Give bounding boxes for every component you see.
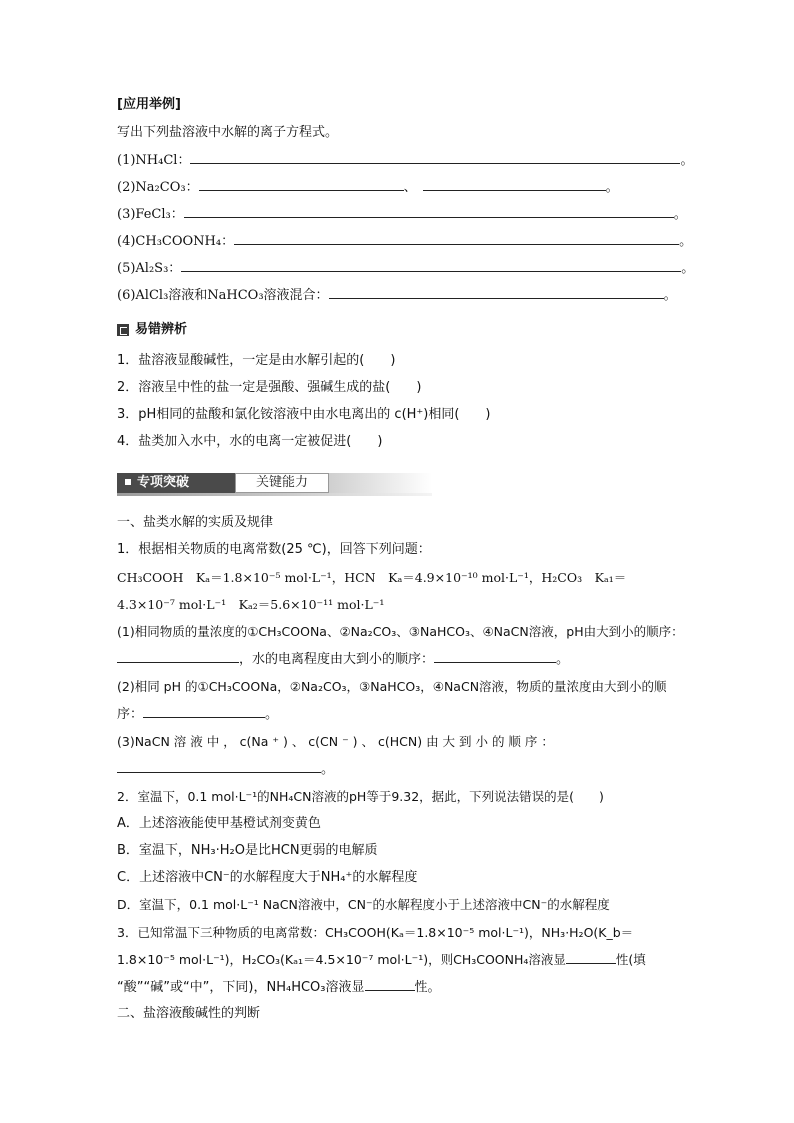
answer-blank[interactable] xyxy=(423,178,606,191)
q3-line3: “酸”“碱”或“中”，下同)，NH₄HCO₃溶液显 性。 xyxy=(117,980,441,995)
q1-part1-line1: (1)相同物质的量浓度的①CH₃COONa、②Na₂CO₃、③NaHCO₃、④NaCN溶液，pH由大到小的顺序： xyxy=(117,624,684,639)
answer-blank[interactable] xyxy=(365,978,415,991)
q1-part3-line1: (3)NaCN 溶 液 中 ， c(Na ⁺ ) 、 c(CN ⁻ ) 、 c(HCN) 由 大 到 小 的 顺 序 ： xyxy=(117,734,554,749)
section2-title: 二、盐溶液酸碱性的判断 xyxy=(117,1006,261,1021)
section1-title: 一、盐类水解的实质及规律 xyxy=(117,515,274,530)
apply-item-4: (4)CH₃COONH₄： 。 xyxy=(117,234,693,249)
answer-blank[interactable] xyxy=(566,951,616,964)
apply-item-5: (5)Al₂S₃： 。 xyxy=(117,261,695,276)
mistakes-icon xyxy=(117,324,129,336)
banner-light-label: 关键能力 xyxy=(235,473,329,493)
mistake-item-3: 3．pH相同的盐酸和氯化铵溶液中由水电离出的 c(H⁺)相同( ) xyxy=(117,407,491,422)
q3-line1: 3．已知常温下三种物质的电离常数：CH₃COOH(Kₐ＝1.8×10⁻⁵ mol·L⁻¹)，NH₃·H₂O(K_b＝ xyxy=(117,925,634,940)
apply-item-1: (1)NH₄Cl： 。 xyxy=(117,153,694,168)
apply-item-6: (6)AlCl₃溶液和NaHCO₃溶液混合： 。 xyxy=(117,288,677,303)
q1-stem: 1．根据相关物质的电离常数(25 ℃)，回答下列问题： xyxy=(117,542,431,557)
q1-part3-line2: 。 xyxy=(117,760,334,779)
q2-stem: 2．室温下，0.1 mol·L⁻¹的NH₄CN溶液的pH等于9.32，据此，下列说法错误的是( ) xyxy=(117,789,604,804)
q1-part2-line1: (2)相同 pH 的①CH₃COONa，②Na₂CO₃，③NaHCO₃，④NaCN溶液，物质的量浓度由大到小的顺 xyxy=(117,679,667,694)
answer-blank[interactable] xyxy=(329,286,664,299)
q2-option-d: D．室温下，0.1 mol·L⁻¹ NaCN溶液中，CN⁻的水解程度小于上述溶液中CN⁻的水解程度 xyxy=(117,897,610,912)
answer-blank[interactable] xyxy=(181,259,681,272)
q1-part1-line2: ，水的电离程度由大到小的顺序： 。 xyxy=(117,650,569,669)
apply-item-3: (3)FeCl₃： 。 xyxy=(117,207,687,222)
q3-line2: 1.8×10⁻⁵ mol·L⁻¹)，H₂CO₃(Kₐ₁＝4.5×10⁻⁷ mol·L⁻¹)，则CH₃COONH₄溶液显 性(填 xyxy=(117,952,646,967)
q1-constants-line1: CH₃COOH Kₐ＝1.8×10⁻⁵ mol·L⁻¹，HCN Kₐ＝4.9×10⁻¹⁰ mol·L⁻¹，H₂CO₃ Kₐ₁＝ xyxy=(117,570,627,585)
square-bullet-icon xyxy=(125,479,131,485)
mistake-item-1: 1．盐溶液显酸碱性，一定是由水解引起的( ) xyxy=(117,353,396,368)
q2-option-b: B．室温下，NH₃·H₂O是比HCN更弱的电解质 xyxy=(117,843,378,858)
answer-blank[interactable] xyxy=(184,205,674,218)
q2-option-c: C．上述溶液中CN⁻的水解程度大于NH₄⁺的水解程度 xyxy=(117,870,418,885)
answer-blank[interactable] xyxy=(434,650,556,663)
answer-blank[interactable] xyxy=(234,232,679,245)
mistake-item-2: 2．溶液呈中性的盐一定是强酸、强碱生成的盐( ) xyxy=(117,380,422,395)
mistakes-title: 易错辨析 xyxy=(135,322,188,337)
apply-item-2: (2)Na₂CO₃： 、 。 xyxy=(117,180,619,195)
apply-heading: [应用举例] xyxy=(117,97,181,112)
answer-blank[interactable] xyxy=(117,650,239,663)
section-banner xyxy=(117,471,432,497)
q1-part2-line2: 序： 。 xyxy=(117,707,279,722)
answer-blank[interactable] xyxy=(199,178,404,191)
mistake-item-4: 4．盐类加入水中，水的电离一定被促进( ) xyxy=(117,434,383,449)
answer-blank[interactable] xyxy=(117,760,321,773)
banner-dark-label: 专项突破 xyxy=(117,473,235,493)
q2-option-a: A．上述溶液能使甲基橙试剂变黄色 xyxy=(117,816,321,831)
q1-constants-line2: 4.3×10⁻⁷ mol·L⁻¹ Kₐ₂＝5.6×10⁻¹¹ mol·L⁻¹ xyxy=(117,597,385,612)
apply-instruction: 写出下列盐溶液中水解的离子方程式。 xyxy=(117,125,339,140)
answer-blank[interactable] xyxy=(143,705,265,718)
answer-blank[interactable] xyxy=(190,151,680,164)
